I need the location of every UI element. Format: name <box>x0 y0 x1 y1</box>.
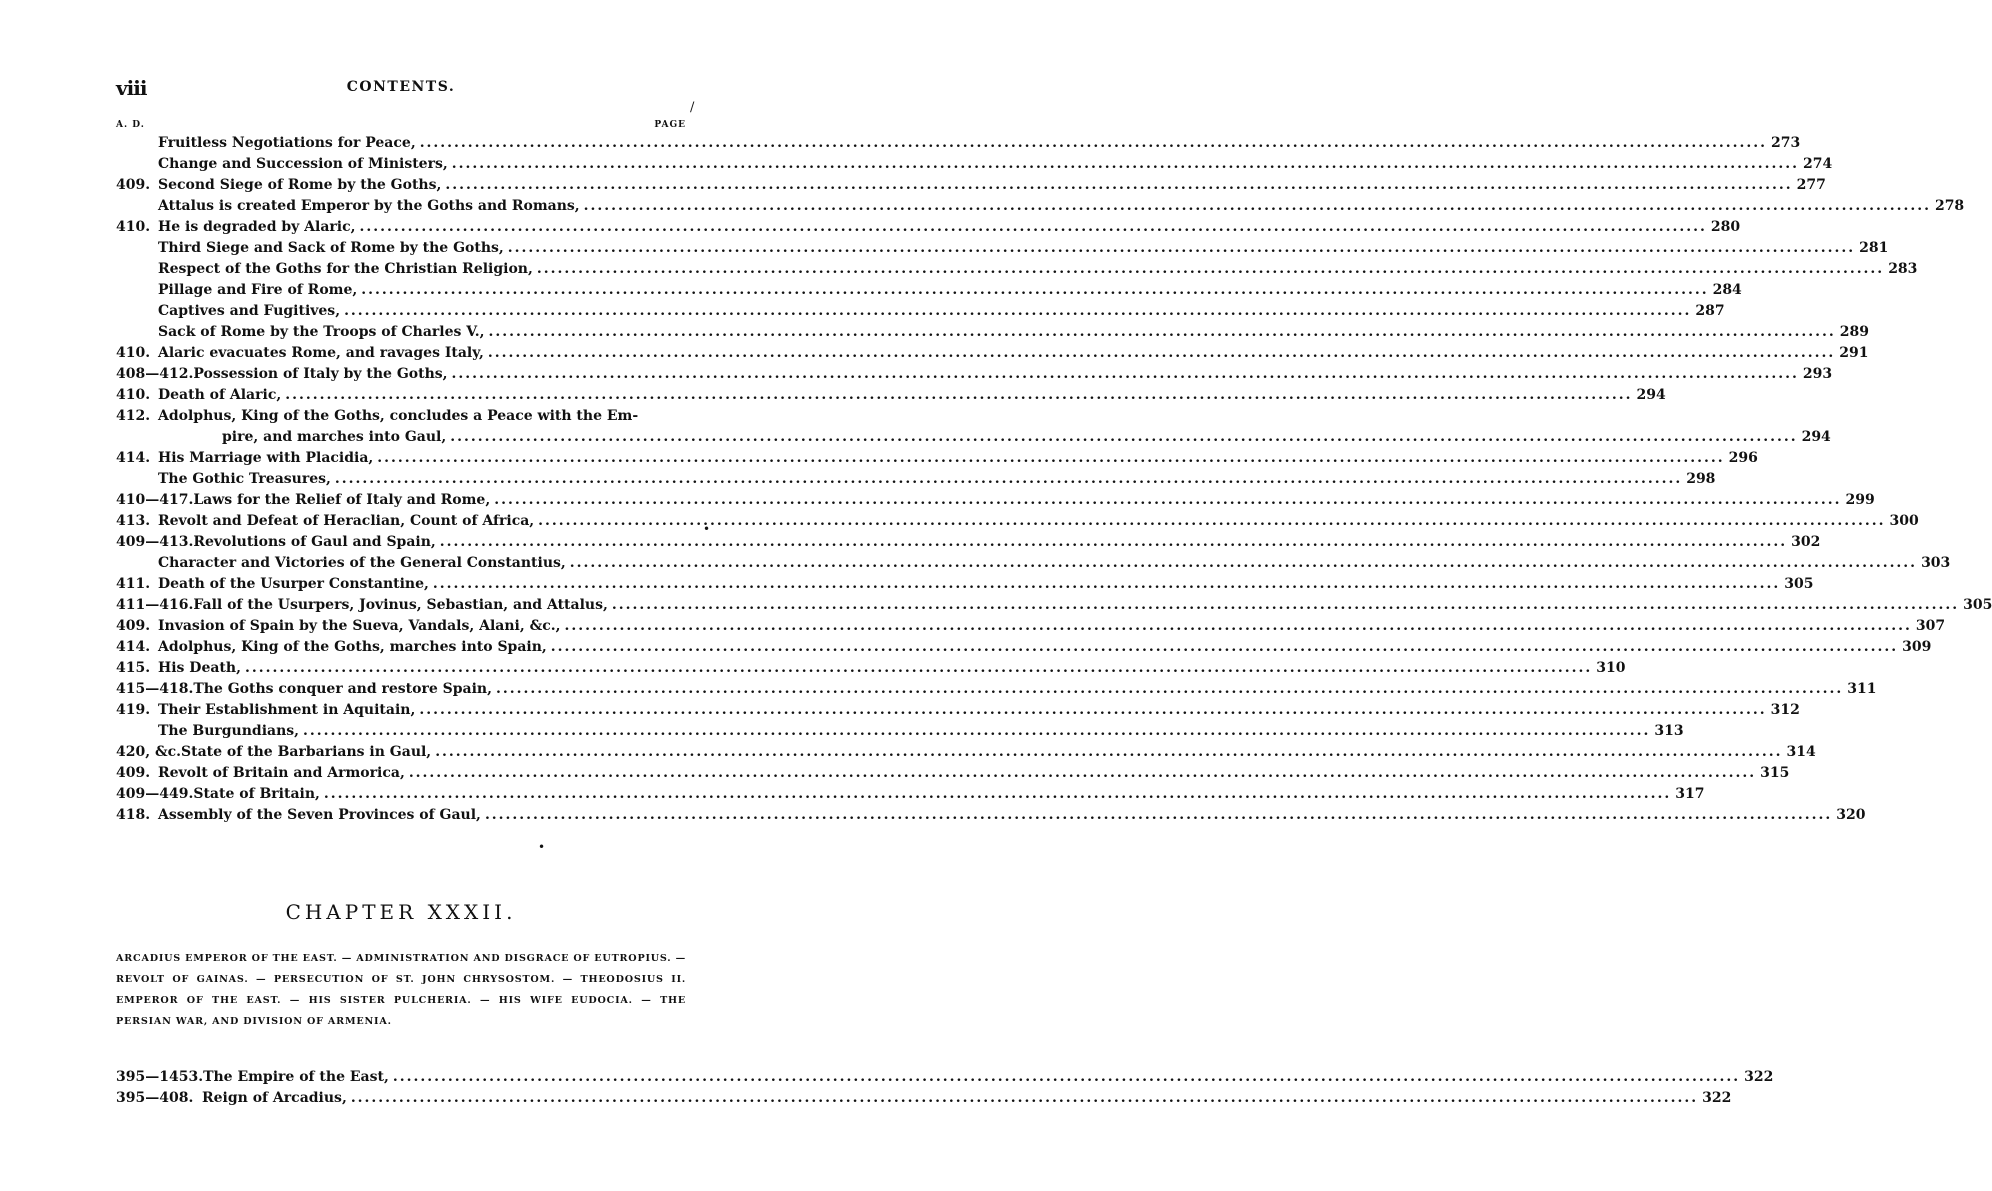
leader-dots <box>351 1088 1698 1109</box>
stray-dot: • <box>538 840 546 854</box>
leader-dots <box>420 133 1767 154</box>
entry-title: Pillage and Fire of Rome, <box>158 282 358 298</box>
leader-dots <box>485 805 1832 826</box>
leader-dots <box>450 427 1797 448</box>
toc-entry <box>116 448 1758 469</box>
toc-entry <box>116 154 1833 175</box>
entry-page: 298 <box>1686 471 1716 487</box>
entry-date: 411—416. <box>116 597 194 613</box>
entry-date: 413. <box>116 513 151 529</box>
leader-dots <box>452 364 1799 385</box>
entry-date: 415—418. <box>116 681 194 697</box>
toc-entry <box>116 742 1816 763</box>
leader-dots <box>508 238 1855 259</box>
toc-entry <box>116 1088 1732 1109</box>
chapter-contents-list <box>116 1067 1774 1109</box>
toc-entry <box>116 364 1833 385</box>
entry-title: Captives and Fugitives, <box>158 303 341 319</box>
chapter-title: CHAPTER XXXII. <box>285 900 517 924</box>
entry-page: 300 <box>1889 513 1919 529</box>
toc-entry <box>116 511 1919 532</box>
entry-title: Death of the Usurper Constantine, <box>158 576 429 592</box>
entry-title: Fall of the Usurpers, Jovinus, Sebastian, and Attalus, <box>193 597 608 613</box>
entry-date: 412. <box>116 408 151 424</box>
entry-page: 315 <box>1760 765 1790 781</box>
leader-dots <box>285 385 1632 406</box>
entry-date: 410. <box>116 387 151 403</box>
leader-dots <box>565 616 1912 637</box>
leader-dots <box>435 742 1782 763</box>
leader-dots <box>551 637 1898 658</box>
entry-date: 420, &c. <box>116 744 182 760</box>
entry-title: Third Siege and Sack of Rome by the Goths, <box>158 240 504 256</box>
entry-page: 322 <box>1702 1090 1732 1106</box>
entry-title: State of the Barbarians in Gaul, <box>181 744 432 760</box>
entry-page: 273 <box>1771 135 1801 151</box>
entry-title: Their Establishment in Aquitain, <box>158 702 416 718</box>
entry-title: Revolutions of Gaul and Spain, <box>193 534 436 550</box>
entry-title: Attalus is created Emperor by the Goths and Romans, <box>158 198 580 214</box>
leader-dots <box>488 343 1835 364</box>
entry-date: 418. <box>116 807 151 823</box>
entry-page: 291 <box>1839 345 1869 361</box>
entry-page: 289 <box>1839 324 1869 340</box>
entry-page: 311 <box>1847 681 1877 697</box>
toc-entry <box>116 721 1684 742</box>
leader-dots <box>612 595 1959 616</box>
leader-dots <box>496 679 1843 700</box>
leader-dots <box>433 574 1780 595</box>
leader-dots <box>584 196 1931 217</box>
chapter-summary: ARCADIUS EMPEROR OF THE EAST. — ADMINISTRATION AND DISGRACE OF EUTROPIUS. — REVOLT OF GAINAS. — PERSECUTION OF ST. JOHN CHRYSOSTOM. — THEODOSIUS II. EMPEROR OF THE EAST. — HIS SISTER PULCHERIA. — HIS WIFE EUDOCIA. — THE PERSIAN WAR, AND DIVISION OF ARMENIA. <box>116 953 686 1027</box>
toc-entry <box>116 637 1932 658</box>
column-heads <box>116 120 686 134</box>
entry-page: 293 <box>1802 366 1833 382</box>
entry-title: Laws for the Relief of Italy and Rome, <box>193 492 491 508</box>
entry-page: 294 <box>1636 387 1666 403</box>
entry-title: Possession of Italy by the Goths, <box>193 366 448 382</box>
toc-entry <box>116 553 1951 574</box>
entry-title: The Gothic Treasures, <box>158 471 331 487</box>
toc-entry <box>116 133 1801 154</box>
entry-title: Change and Succession of Ministers, <box>158 156 448 172</box>
entry-page: 307 <box>1915 618 1946 634</box>
entry-page: 320 <box>1836 807 1866 823</box>
toc-entry <box>116 175 1826 196</box>
entry-title: Reign of Arcadius, <box>202 1090 347 1106</box>
entry-page: 283 <box>1888 261 1918 277</box>
entry-page: 278 <box>1934 198 1965 214</box>
toc-entry <box>116 532 1821 553</box>
entry-title: Adolphus, King of the Goths, marches into Spain, <box>158 639 547 655</box>
toc-entry <box>116 679 1877 700</box>
leader-dots <box>393 1067 1740 1088</box>
entry-title: State of Britain, <box>193 786 320 802</box>
toc-entry <box>116 700 1800 721</box>
leader-dots <box>538 511 1885 532</box>
toc-entry <box>116 574 1814 595</box>
leader-dots <box>377 448 1724 469</box>
entry-page: 312 <box>1770 702 1800 718</box>
entry-date: 410. <box>116 345 151 361</box>
entry-page: 310 <box>1596 660 1626 676</box>
entry-title: pire, and marches into Gaul, <box>222 429 447 445</box>
entry-date: 409. <box>116 177 151 193</box>
entry-title: Respect of the Goths for the Christian Religion, <box>158 261 533 277</box>
toc-entry <box>116 322 1869 343</box>
entry-page: 314 <box>1786 744 1816 760</box>
leader-dots <box>488 322 1835 343</box>
entry-title: Fruitless Negotiations for Peace, <box>158 135 416 151</box>
toc-entry <box>116 1067 1774 1088</box>
stray-mark: / <box>690 100 695 115</box>
stray-dot: • <box>703 522 711 536</box>
page-header <box>116 76 686 98</box>
toc-entry <box>116 217 1741 238</box>
entry-page: 294 <box>1801 429 1831 445</box>
column-head-page: PAGE <box>654 120 686 130</box>
entry-title: His Death, <box>158 660 241 676</box>
entry-date: 415. <box>116 660 151 676</box>
entry-page: 274 <box>1803 156 1833 172</box>
entry-title: His Marriage with Placidia, <box>158 450 374 466</box>
entry-date: 419. <box>116 702 151 718</box>
toc-entry <box>116 385 1666 406</box>
entry-page: 280 <box>1710 219 1741 235</box>
leader-dots <box>360 217 1707 238</box>
leader-dots <box>570 553 1917 574</box>
leader-dots <box>445 175 1792 196</box>
entry-page: 305 <box>1784 576 1814 592</box>
leader-dots <box>303 721 1650 742</box>
entry-title: Alaric evacuates Rome, and ravages Italy, <box>158 345 484 361</box>
running-head: CONTENTS. <box>346 79 456 95</box>
entry-title: Sack of Rome by the Troops of Charles V., <box>158 324 485 340</box>
toc-entry <box>116 280 1742 301</box>
entry-date: 414. <box>116 639 151 655</box>
leader-dots <box>419 700 1766 721</box>
leader-dots <box>409 763 1756 784</box>
entry-page: 313 <box>1654 723 1684 739</box>
toc-entry <box>116 763 1790 784</box>
entry-page: 296 <box>1728 450 1758 466</box>
entry-title: Revolt of Britain and Armorica, <box>158 765 405 781</box>
entry-title: Invasion of Spain by the Sueva, Vandals, Alani, &c., <box>158 618 561 634</box>
toc-entry <box>116 301 1725 322</box>
entry-date: 408—412. <box>116 366 194 382</box>
toc-entry <box>116 490 1875 511</box>
leader-dots <box>452 154 1799 175</box>
toc-entry <box>116 259 1918 280</box>
entry-title: Adolphus, King of the Goths, concludes a Peace with the Em- <box>158 408 639 424</box>
entry-title: Revolt and Defeat of Heraclian, Count of Africa, <box>158 513 535 529</box>
toc-entry <box>116 469 1716 490</box>
entry-date: 414. <box>116 450 151 466</box>
toc-entry <box>116 784 1705 805</box>
leader-dots <box>344 301 1691 322</box>
entry-date: 395—1453. <box>116 1069 204 1085</box>
leader-dots <box>245 658 1592 679</box>
entry-date: 409. <box>116 765 151 781</box>
leader-dots <box>494 490 1841 511</box>
entry-date: 395—408. <box>116 1090 194 1106</box>
page-number: viii <box>116 76 147 100</box>
toc-entry <box>116 196 1965 217</box>
entry-page: 322 <box>1744 1069 1774 1085</box>
toc-entry <box>116 805 1866 826</box>
contents-list <box>116 133 1992 826</box>
leader-dots <box>440 532 1787 553</box>
entry-title: The Empire of the East, <box>203 1069 389 1085</box>
entry-title: Character and Victories of the General Constantius, <box>158 555 566 571</box>
entry-date: 409—449. <box>116 786 194 802</box>
leader-dots <box>537 259 1884 280</box>
toc-entry <box>116 616 1946 637</box>
entry-page: 303 <box>1921 555 1951 571</box>
toc-entry <box>116 343 1869 364</box>
entry-page: 281 <box>1859 240 1889 256</box>
entry-page: 299 <box>1845 492 1875 508</box>
entry-date: 409—413. <box>116 534 194 550</box>
entry-title: The Goths conquer and restore Spain, <box>193 681 492 697</box>
entry-title: Death of Alaric, <box>158 387 282 403</box>
entry-date: 411. <box>116 576 151 592</box>
entry-page: 277 <box>1796 177 1826 193</box>
toc-entry <box>116 658 1626 679</box>
entry-page: 287 <box>1695 303 1725 319</box>
toc-entry <box>116 427 1831 448</box>
entry-page: 284 <box>1712 282 1742 298</box>
entry-page: 302 <box>1791 534 1821 550</box>
leader-dots <box>335 469 1682 490</box>
entry-date: 409. <box>116 618 151 634</box>
entry-page: 317 <box>1675 786 1705 802</box>
entry-page: 305 <box>1963 597 1992 613</box>
leader-dots <box>361 280 1708 301</box>
entry-title: The Burgundians, <box>158 723 300 739</box>
toc-entry <box>116 406 686 427</box>
leader-dots <box>324 784 1671 805</box>
entry-date: 410. <box>116 219 151 235</box>
entry-title: He is degraded by Alaric, <box>158 219 356 235</box>
entry-page: 309 <box>1902 639 1932 655</box>
toc-entry <box>116 595 1992 616</box>
column-head-ad: A. D. <box>116 120 145 130</box>
toc-entry <box>116 238 1889 259</box>
entry-title: Assembly of the Seven Provinces of Gaul, <box>158 807 481 823</box>
entry-date: 410—417. <box>116 492 194 508</box>
entry-title: Second Siege of Rome by the Goths, <box>158 177 442 193</box>
